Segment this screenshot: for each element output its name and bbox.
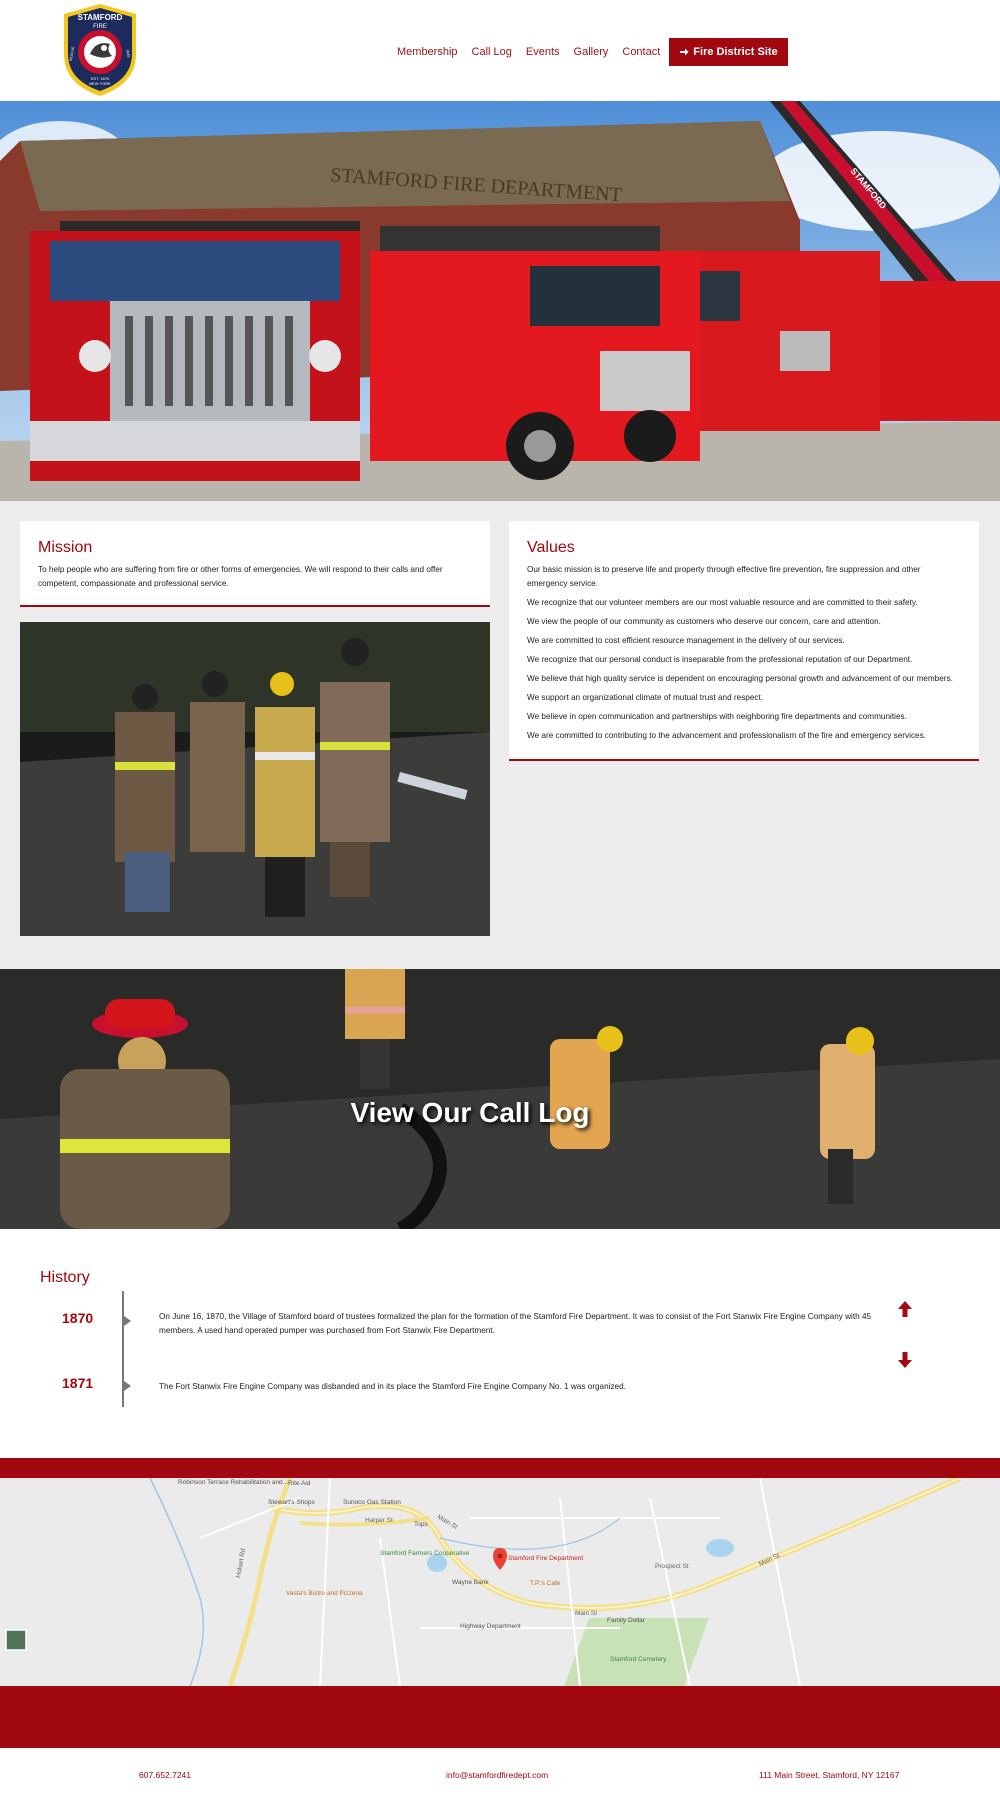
hero-image: [0, 101, 1000, 501]
stamford-fire-logo[interactable]: [60, 2, 140, 98]
svg-text:Highway Department: Highway Department: [460, 1623, 521, 1630]
svg-text:NEW YORK: NEW YORK: [89, 81, 111, 86]
history-section: [0, 1229, 1000, 1458]
values-item: We support an organizational climate of mutual trust and respect.: [527, 693, 764, 702]
svg-text:STAMFORD: STAMFORD: [848, 165, 889, 211]
mission-values-section: [0, 501, 1000, 969]
svg-text:EST. 1870: EST. 1870: [90, 76, 110, 81]
svg-text:Prospect St: Prospect St: [655, 1563, 689, 1570]
map-top-bar: [0, 1458, 1000, 1478]
arrow-down-icon[interactable]: [895, 1350, 915, 1370]
svg-text:Main St: Main St: [757, 1552, 781, 1568]
nav-contact[interactable]: Contact: [622, 46, 661, 58]
nav-membership[interactable]: Membership: [397, 46, 458, 58]
site-header: [0, 0, 1000, 101]
svg-text:EMS: EMS: [125, 49, 131, 58]
location-map[interactable]: [0, 1478, 1000, 1686]
svg-text:STAMFORD: STAMFORD: [77, 13, 123, 22]
footer-address: 111 Main Street, Stamford, NY 12167: [759, 1770, 900, 1780]
fire-district-site-label: Fire District Site: [693, 46, 778, 58]
firefighters-photo: [20, 622, 490, 936]
values-card: [509, 521, 979, 761]
mission-card: [20, 521, 490, 607]
footer-email[interactable]: info@stamfordfiredept.com: [446, 1770, 549, 1780]
svg-text:Rite Aid: Rite Aid: [288, 1480, 311, 1487]
svg-text:Family Dollar: Family Dollar: [607, 1617, 645, 1624]
svg-text:Stamford Farmers Cooperative: Stamford Farmers Cooperative: [380, 1550, 470, 1557]
nav-events[interactable]: Events: [525, 46, 560, 58]
nav-gallery[interactable]: Gallery: [573, 46, 609, 58]
values-item: We believe in open communication and partnerships with neighboring fire departments and communities.: [527, 712, 907, 721]
call-log-banner[interactable]: [0, 969, 1000, 1229]
arrow-right-icon: [679, 47, 689, 57]
site-footer: [0, 1748, 1000, 1802]
history-title: History: [40, 1269, 90, 1286]
svg-text:FIRE: FIRE: [93, 24, 107, 30]
mission-title: Mission: [38, 539, 93, 556]
mission-text: To help people who are suffering from fire or other forms of emergencies. We will respond to their calls and offer competent, compassionate and professional service.: [38, 565, 443, 588]
timeline-marker: [124, 1381, 131, 1391]
timeline-text: The Fort Stanwix Fire Engine Company was disbanded and in its place the Stamford Fire Engine Company No. 1 was organized.: [159, 1382, 626, 1391]
values-item: We are committed to contributing to the advancement and professionalism of the fire and emergency services.: [527, 731, 926, 740]
satellite-toggle-icon: [6, 1630, 26, 1650]
values-item: We recognize that our volunteer members are our most valuable resource and are committed to their safety.: [527, 598, 918, 607]
fire-trucks-photo: [0, 101, 1000, 501]
values-item: Our basic mission is to preserve life and property through effective fire prevention, fire suppression and other emergency service.: [527, 565, 921, 588]
nav-call-log[interactable]: Call Log: [471, 46, 512, 58]
call-log-label[interactable]: View Our Call Log: [350, 1097, 590, 1128]
svg-text:RESCUE: RESCUE: [68, 46, 76, 62]
svg-text:Main St: Main St: [436, 1513, 459, 1531]
values-item: We believe that high quality service is dependent on encouraging personal growth and advancement of our members.: [527, 674, 953, 683]
arrow-up-icon[interactable]: [895, 1299, 915, 1319]
map-bottom-bar: [0, 1686, 1000, 1748]
values-title: Values: [527, 539, 575, 556]
svg-text:Stamford Cemetery: Stamford Cemetery: [610, 1656, 667, 1663]
svg-text:Hobart Rd: Hobart Rd: [235, 1547, 248, 1579]
timeline-year: 1870: [62, 1310, 94, 1326]
svg-text:STAMFORD FIRE DEPARTMENT: STAMFORD FIRE DEPARTMENT: [329, 164, 623, 207]
values-item: We view the people of our community as customers who deserve our concern, care and attention.: [527, 617, 881, 626]
main-nav: [390, 38, 795, 66]
svg-text:Harper St: Harper St: [365, 1517, 393, 1524]
fire-district-site-button[interactable]: [669, 38, 787, 66]
svg-text:Sunoco Gas Station: Sunoco Gas Station: [343, 1499, 401, 1506]
svg-text:Stewart's Shops: Stewart's Shops: [268, 1499, 315, 1506]
svg-text:Vasta's Bistro and Pizzeria: Vasta's Bistro and Pizzeria: [286, 1590, 363, 1597]
timeline-marker: [124, 1316, 131, 1326]
svg-text:T.P.'s Cafe: T.P.'s Cafe: [530, 1580, 561, 1587]
timeline-year: 1871: [62, 1375, 94, 1391]
timeline-text: On June 16, 1870, the Village of Stamford board of trustees formalized the plan for the formation of the Stamford Fire Department. It was to consist of the Fort Stanwix Fire Engine Company with 45 members. A used hand operated pumper was purchased from Fort Stanwix Fire Department.: [159, 1312, 872, 1335]
svg-text:Stamford Fire Department: Stamford Fire Department: [508, 1555, 584, 1562]
svg-text:Wayne Bank: Wayne Bank: [452, 1579, 489, 1586]
svg-text:Tops: Tops: [414, 1521, 428, 1528]
values-item: We recognize that our personal conduct is inseparable from the professional reputation of our Department.: [527, 655, 913, 664]
svg-text:Main St: Main St: [575, 1610, 598, 1617]
svg-text:Robinson Terrace Rehabilitatio: Robinson Terrace Rehabilitation and...: [178, 1479, 289, 1486]
footer-phone[interactable]: 607.652.7241: [139, 1770, 191, 1780]
values-item: We are committed to cost efficient resource management in the delivery of our services.: [527, 636, 845, 645]
